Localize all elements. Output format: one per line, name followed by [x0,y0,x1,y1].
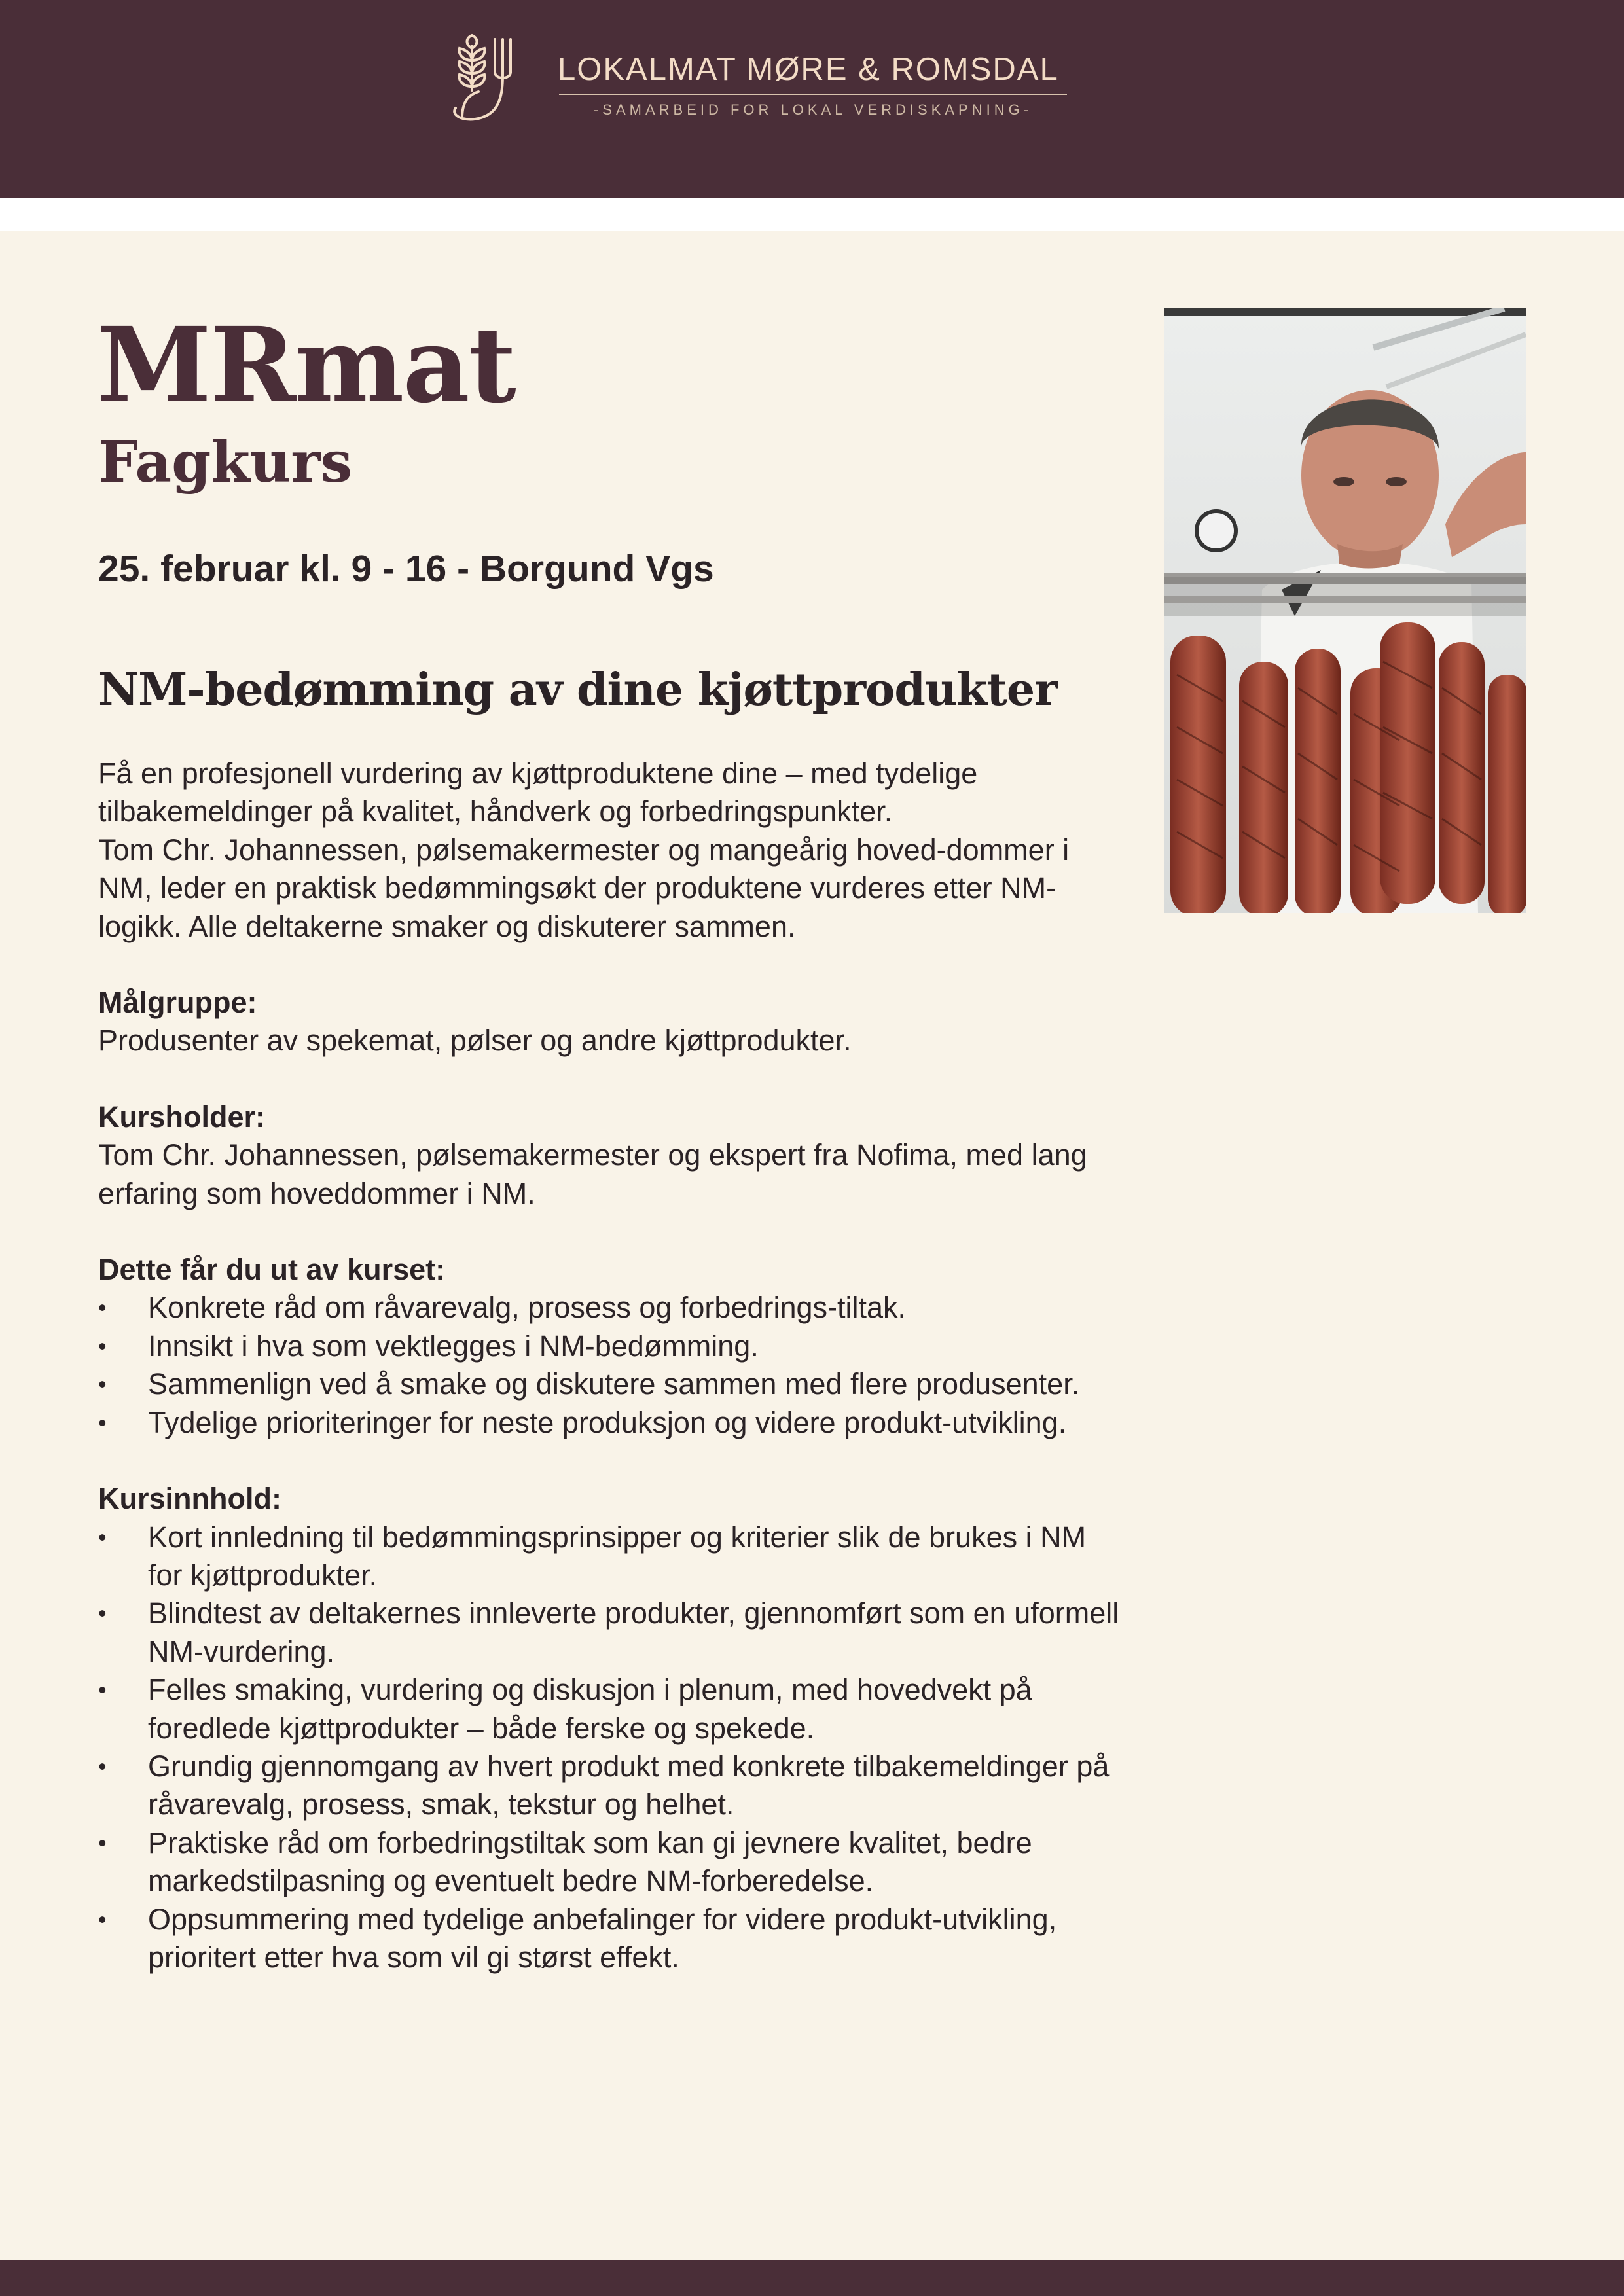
target-group-text: Produsenter av spekemat, pølser og andre kjøttprodukter. [98,1024,852,1058]
header-banner [0,0,1624,198]
contents-label: Kursinnhold: [98,1482,281,1516]
logo-divider [559,94,1067,95]
intro-paragraph-1: Få en profesjonell vurdering av kjøttproduktene dine – med tydelige tilbakemeldinger på kvalitet, håndverk og forbedringspunkter. [98,757,978,829]
instructor-label: Kursholder: [98,1100,266,1134]
logo-subtitle: -SAMARBEID FOR LOKAL VERDISKAPNING- [593,101,1033,118]
wheat-fork-logo-icon [442,33,525,124]
page-subtitle: Fagkurs [98,429,353,495]
target-group-label: Målgruppe: [98,986,257,1020]
instructor-text: Tom Chr. Johannessen, pølsemakermester og ekspert fra Nofima, med lang erfaring som hoveddommer i NM. [98,1138,1087,1210]
benefits-list [98,1289,1126,1442]
list-item: • Tydelige prioriteringer for neste produksjon og videre produkt-utvikling. [98,1404,1126,1442]
course-description [98,755,1126,1977]
list-item: • Innsikt i hva som vektlegges i NM-bedømming. [98,1327,1126,1365]
page-title: MRmat [97,305,515,426]
intro-paragraph-2: Tom Chr. Johannessen, pølsemakermester og mangeårig hoved-dommer i NM, leder en praktisk bedømmingsøkt der produktene vurderes etter NM-logikk. Alle deltakerne smaker og diskuterer sammen. [98,833,1070,943]
list-item: • Felles smaking, vurdering og diskusjon i plenum, med hovedvekt på foredlede kjøttprodukter – både ferske og spekede. [98,1671,1126,1748]
contents-list [98,1518,1126,1977]
logo-title: LOKALMAT MØRE & ROMSDAL [558,52,1059,87]
list-item: • Praktiske råd om forbedringstiltak som kan gi jevnere kvalitet, bedre markedstilpasning og eventuelt bedre NM-forberedelse. [98,1824,1126,1901]
date-location-line: 25. februar kl. 9 - 16 - Borgund Vgs [98,548,714,590]
list-item: • Kort innledning til bedømmingsprinsipper og kriterier slik de brukes i NM for kjøttprodukter. [98,1518,1126,1595]
list-item: • Blindtest av deltakernes innleverte produkter, gjennomført som en uformell NM-vurdering. [98,1594,1126,1671]
footer-bar [0,2260,1624,2296]
list-item: • Konkrete råd om råvarevalg, prosess og forbedrings-tiltak. [98,1289,1126,1327]
list-item: • Oppsummering med tydelige anbefalinger for videre produkt-utvikling, prioritert etter hva som vil gi størst effekt. [98,1901,1126,1977]
list-item: • Sammenlign ved å smake og diskutere sammen med flere produsenter. [98,1365,1126,1403]
butcher-photo [1164,308,1526,913]
course-heading: NM-bedømming av dine kjøttprodukter [98,664,1057,716]
benefits-label: Dette får du ut av kurset: [98,1253,446,1287]
list-item: • Grundig gjennomgang av hvert produkt med konkrete tilbakemeldinger på råvarevalg, prosess, smak, tekstur og helhet. [98,1748,1126,1824]
butcher-with-sausages-photo-icon [1164,308,1526,913]
